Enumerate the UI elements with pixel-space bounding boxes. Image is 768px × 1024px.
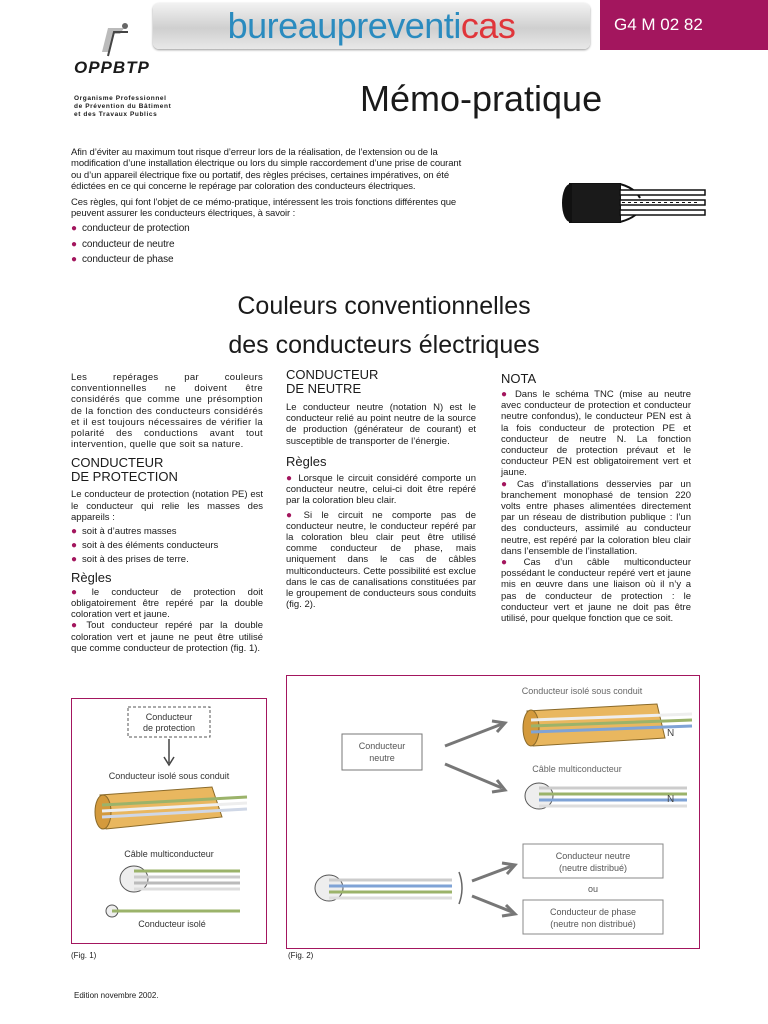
main-title-line-1: Couleurs conventionnelles (237, 292, 531, 320)
figure-2-drawing (287, 676, 699, 948)
nota-paragraph: ● Dans le schéma TNC (mise au neutre avec conducteur de protection et conducteur neutre confondus), le conducteur PEN est à la fois conducteur de protection PE et conducteur de neutre N. La fonction conducteur de protection prévaut et le conducteur PEN est obligatoirement vert et jaune. (501, 389, 692, 479)
list-item: ● conducteur de phase (71, 254, 174, 266)
nota-paragraph: ● Cas d’installations desservies par un branchement monophasé de tension 220 volts entre phases alimentées directement par un réseau de distribution publique : l’un des conducteurs, assimilé au conducteur neutre, est repéré par la coloration bleu clair dans l’ensemble de l’installation. (501, 478, 691, 557)
fig1-isole-label: Conducteur isolé (138, 919, 206, 929)
fig2-n-label-2: N (667, 794, 675, 805)
edition-date: Edition novembre 2002. (74, 991, 159, 1000)
rule-item: ● Si le circuit ne comporte pas de conducteur neutre, le conducteur repéré par la coloration bleu clair peut être utilisé comme conducteur de phase, mais uniquement dans le cas de câbles multiconducteurs. Cette possibilité est exclue dans le cas de canalisations constituées par le groupement de conducteurs sous conduits (fig. 2). (286, 509, 476, 611)
fig1-conduit-label: Conducteur isolé sous conduit (108, 771, 230, 781)
banner-brand-part2: cas (460, 5, 516, 46)
document-code: G4 M 02 82 (600, 0, 768, 50)
column-nota (501, 372, 691, 624)
list-item: ● soit à des éléments conducteurs (71, 540, 219, 552)
figure-2-caption: (Fig. 2) (288, 951, 314, 960)
org-line-3: et des Travaux Publics (74, 111, 158, 118)
fig2-neutre-box-2: (neutre distribué) (558, 863, 628, 873)
fig2-conduit-label: Conducteur isolé sous conduit (521, 686, 643, 696)
fig1-multi-label: Câble multiconducteur (124, 849, 214, 859)
fig2-multi-label: Câble multiconducteur (532, 764, 622, 774)
fig2-phase-box-1: Conducteur de phase (549, 907, 637, 917)
org-line-1: Organisme Professionnel (74, 95, 167, 102)
rule-item: ● Lorsque le circuit considéré comporte un conducteur neutre, celui-ci doit être repéré par la coloration bleu clair. (286, 473, 476, 507)
column-neutre (286, 368, 476, 610)
fig2-neutre-box-1: Conducteur neutre (555, 851, 631, 861)
fig2-box-label-2: neutre (369, 753, 395, 763)
oppbtp-logo-icon (94, 22, 134, 58)
fig2-n-label-1: N (667, 728, 675, 739)
list-item: ● soit à des prises de terre. (71, 554, 189, 566)
col1-intro: Les repérages par couleurs conventionnelles ne doivent être considérés que comme une présomption de la fonction des conducteurs considérés et il est toujours nécessaires de vérifier la polarité des conductions avant tout intervention, quelle que soit sa nature. (71, 372, 263, 451)
list-item: ● conducteur de protection (71, 223, 190, 235)
figure-2 (286, 675, 700, 949)
column-protection (71, 372, 263, 654)
org-line-2: de Prévention du Bâtiment (74, 103, 172, 110)
list-item: ● soit à d’autres masses (71, 526, 177, 538)
intro-paragraph-2: Ces règles, qui font l’objet de ce mémo-pratique, intéressent les trois fonctions différentes que peuvent assurer les conducteurs électriques, à savoir : (71, 196, 457, 220)
banner-brand-part1: bureaupreventi (227, 5, 461, 46)
fig2-ou-label: ou (587, 884, 599, 894)
col1-text: Le conducteur de protection (notation PE) est le conducteur qui relie les masses des appareils : (71, 489, 263, 523)
col2-text: Le conducteur neutre (notation N) est le conducteur relié au point neutre de la source de production (générateur de courant) et susceptible de transporter de l’énergie. (286, 402, 476, 447)
intro-section (71, 147, 471, 266)
cable-illustration (560, 178, 710, 228)
figure-1 (71, 698, 267, 944)
rules-heading: Règles (71, 569, 112, 585)
section-heading-neutre: CONDUCTEUR DE NEUTRE (286, 367, 379, 396)
header-banner (153, 3, 590, 49)
section-heading-protection: CONDUCTEUR DE PROTECTION (71, 455, 178, 485)
rules-heading: Règles (286, 453, 327, 469)
nota-heading: NOTA (501, 371, 537, 386)
fig1-box-label-1: Conducteur (145, 712, 193, 722)
intro-paragraph-1: Afin d’éviter au maximum tout risque d’erreur lors de la réalisation, de l’extension ou de la modification d’une installation électrique ou lors du simple raccordement d’une prise de courant ou d’un appareil électrique fixe ou portatif, des règles précises, certaines impératives, on été édictées en ce qui concerne le repérage par coloration des conducteurs électriques. (71, 147, 462, 193)
fig2-box-label-1: Conducteur (358, 741, 406, 751)
main-title-line-2: des conducteurs électriques (228, 331, 540, 359)
organization-name (74, 95, 171, 119)
page-title: Mémo-pratique (360, 78, 603, 119)
rule-item: ● Tout conducteur repéré par la double coloration vert et jaune ne peut être utilisé que comme conducteur de protection (fig. 1). (71, 620, 263, 654)
figure-1-caption: (Fig. 1) (71, 951, 97, 960)
main-title (0, 287, 768, 365)
rule-item: ● le conducteur de protection doit obligatoirement être repéré par la double coloration vert et jaune. (71, 586, 263, 621)
nota-paragraph: ● Cas d’un câble multiconducteur possédant le conducteur repéré vert et jaune mis en œuvre dans une liaison où il n’y a pas de conducteur de protection : le conducteur vert et jaune ne doit pas être utilisé, pour quelque fonction que ce soit. (501, 557, 692, 625)
fig2-phase-box-2: (neutre non distribué) (550, 919, 636, 929)
logo-name: OPPBTP (74, 58, 150, 77)
fig1-box-label-2: de protection (142, 723, 196, 733)
list-item: ● conducteur de neutre (71, 238, 175, 250)
figure-1-drawing (72, 699, 266, 943)
